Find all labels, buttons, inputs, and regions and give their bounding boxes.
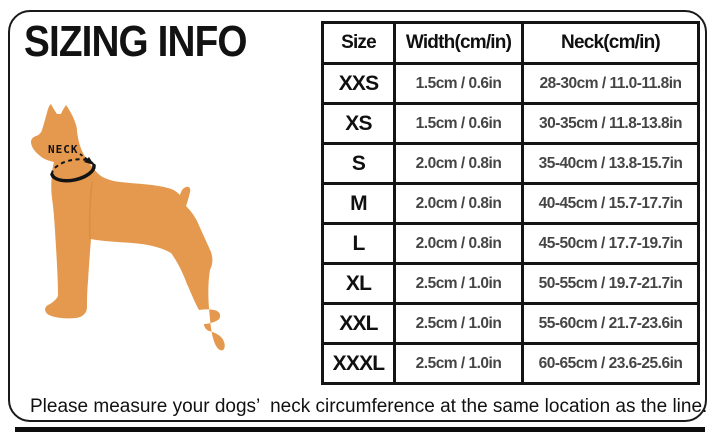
table-row bbox=[323, 304, 699, 344]
dog-silhouette bbox=[31, 104, 225, 350]
table-row bbox=[323, 224, 699, 264]
table-row bbox=[323, 344, 699, 384]
width-value: 2.5cm / 1.0in bbox=[395, 264, 523, 304]
size-value: L bbox=[323, 224, 395, 264]
size-value: XXL bbox=[323, 304, 395, 344]
width-value: 2.5cm / 1.0in bbox=[395, 344, 523, 384]
width-value: 2.5cm / 1.0in bbox=[395, 304, 523, 344]
neck-value: 28-30cm / 11.0-11.8in bbox=[523, 64, 699, 104]
bottom-divider-bar bbox=[15, 427, 705, 432]
table-row bbox=[323, 64, 699, 104]
sizing-table bbox=[321, 21, 700, 385]
neck-value: 30-35cm / 11.8-13.8in bbox=[523, 104, 699, 144]
table-row bbox=[323, 104, 699, 144]
header-width: Width(cm/in) bbox=[395, 23, 523, 64]
neck-value: 35-40cm / 13.8-15.7in bbox=[523, 144, 699, 184]
size-value: M bbox=[323, 184, 395, 224]
neck-value: 55-60cm / 21.7-23.6in bbox=[523, 304, 699, 344]
header-neck: Neck(cm/in) bbox=[523, 23, 699, 64]
page-title: SIZING INFO bbox=[24, 17, 247, 66]
size-value: S bbox=[323, 144, 395, 184]
neck-value: 40-45cm / 15.7-17.7in bbox=[523, 184, 699, 224]
neck-value: 60-65cm / 23.6-25.6in bbox=[523, 344, 699, 384]
width-value: 1.5cm / 0.6in bbox=[395, 64, 523, 104]
header-size: Size bbox=[323, 23, 395, 64]
size-value: XXXL bbox=[323, 344, 395, 384]
dog-illustration bbox=[28, 100, 228, 358]
measure-instruction: Please measure your dogs’ neck circumference at the same location as the line. bbox=[30, 396, 708, 417]
size-value: XL bbox=[323, 264, 395, 304]
table-header-row bbox=[323, 23, 699, 64]
neck-label: NECK bbox=[48, 143, 79, 156]
neck-value: 50-55cm / 19.7-21.7in bbox=[523, 264, 699, 304]
width-value: 2.0cm / 0.8in bbox=[395, 224, 523, 264]
size-value: XXS bbox=[323, 64, 395, 104]
table-row bbox=[323, 144, 699, 184]
neck-value: 45-50cm / 17.7-19.7in bbox=[523, 224, 699, 264]
table-row bbox=[323, 264, 699, 304]
size-value: XS bbox=[323, 104, 395, 144]
width-value: 1.5cm / 0.6in bbox=[395, 104, 523, 144]
width-value: 2.0cm / 0.8in bbox=[395, 144, 523, 184]
width-value: 2.0cm / 0.8in bbox=[395, 184, 523, 224]
table-row bbox=[323, 184, 699, 224]
